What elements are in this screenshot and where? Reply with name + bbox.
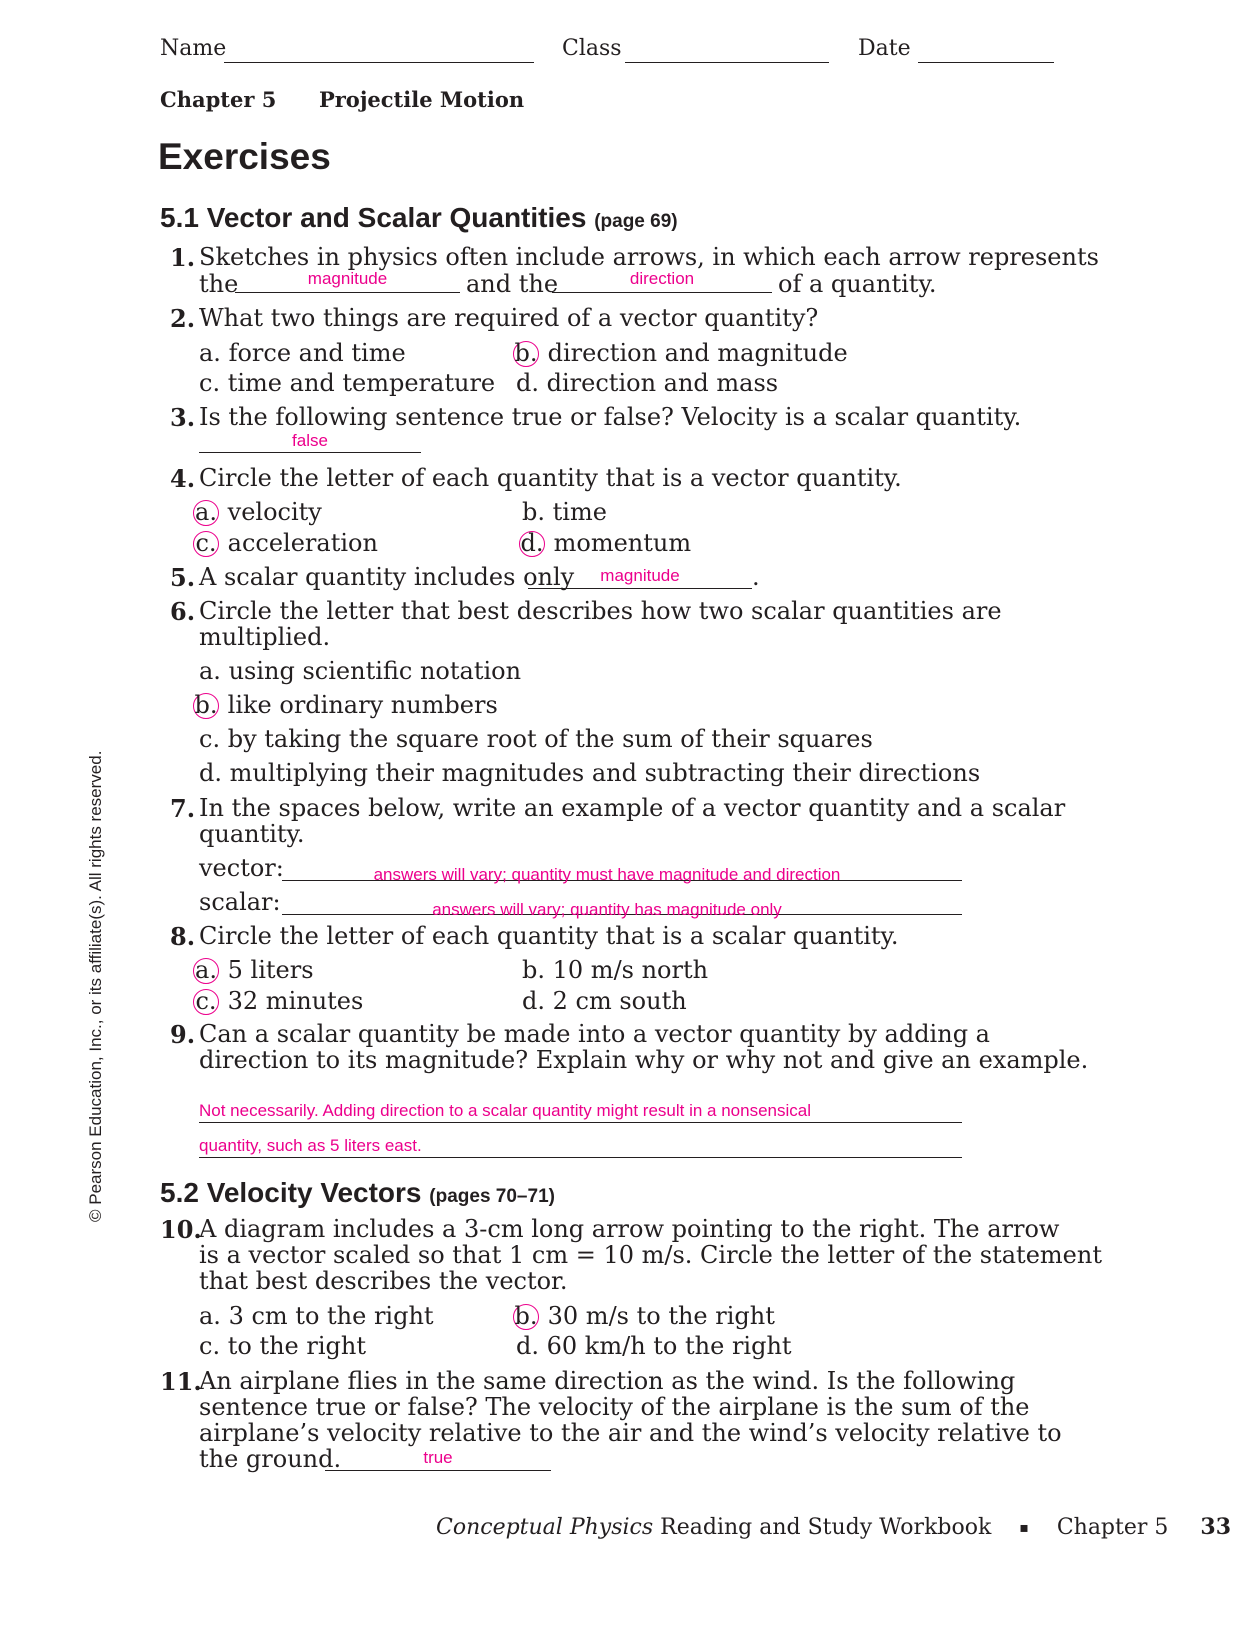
- q8-option-d[interactable]: d. 2 cm south: [522, 987, 687, 1015]
- q1-blank-1[interactable]: [235, 292, 460, 293]
- q9-number: 9.: [170, 1020, 196, 1049]
- answer-circle: d.: [520, 529, 544, 557]
- q6-text-line2: multiplied.: [199, 623, 331, 651]
- q10-option-c[interactable]: c. to the right: [199, 1332, 366, 1360]
- page-number: 33: [1200, 1514, 1232, 1540]
- q10-text-line2: is a vector scaled so that 1 cm = 10 m/s. Circle the letter of the statement: [199, 1241, 1102, 1269]
- q10-number: 10.: [160, 1215, 202, 1244]
- q7-scalar-label: scalar:: [199, 888, 281, 916]
- answer-circle: b.: [194, 691, 218, 719]
- q9-answer-line2: quantity, such as 5 liters east.: [199, 1136, 422, 1155]
- q8-option-b[interactable]: b. 10 m/s north: [522, 956, 709, 984]
- q2-number: 2.: [170, 304, 196, 333]
- q1-text-line1: Sketches in physics often include arrows, in which each arrow represents: [199, 243, 1099, 271]
- q1-blank-2[interactable]: [552, 292, 772, 293]
- q4-option-d[interactable]: d. momentum: [520, 529, 692, 557]
- footer-bullet: ▪: [1019, 1520, 1029, 1536]
- q11-text-line3: airplane’s velocity relative to the air and the wind’s velocity relative to: [199, 1419, 1062, 1447]
- q9-blank-2[interactable]: [199, 1157, 962, 1158]
- q2-option-a[interactable]: a. force and time: [199, 339, 406, 367]
- section-heading-text: 5.1 Vector and Scalar Quantities: [160, 202, 587, 233]
- q7-text-line2: quantity.: [199, 820, 305, 848]
- q4-number: 4.: [170, 464, 196, 493]
- q5-answer: magnitude: [600, 566, 680, 585]
- date-label: Date: [858, 36, 911, 61]
- q1-answer-2: direction: [629, 269, 695, 288]
- q1-pre: the: [199, 270, 239, 298]
- chapter-header: [160, 87, 524, 112]
- q6-option-d[interactable]: d. multiplying their magnitudes and subtracting their directions: [199, 759, 981, 787]
- q8-text: Circle the letter of each quantity that is a scalar quantity.: [199, 922, 899, 950]
- q11-text-line4: the ground.: [199, 1445, 342, 1473]
- chapter-number: Chapter 5: [160, 87, 277, 112]
- q6-text-line1: Circle the letter that best describes how two scalar quantities are: [199, 597, 1002, 625]
- answer-circle: a.: [193, 958, 219, 984]
- q2-option-d[interactable]: d. direction and mass: [516, 369, 779, 397]
- q7-vector-answer: answers will vary; quantity must have magnitude and direction: [373, 865, 841, 884]
- q7-number: 7.: [170, 794, 196, 823]
- q2-option-c[interactable]: c. time and temperature: [199, 369, 496, 397]
- q11-answer: true: [423, 1448, 453, 1467]
- section-page-ref: (page 69): [594, 211, 678, 232]
- q2-text: What two things are required of a vector quantity?: [199, 304, 819, 332]
- footer-book-title: Conceptual Physics: [436, 1515, 654, 1540]
- answer-circle: c.: [193, 531, 219, 557]
- q1-number: 1.: [170, 243, 196, 272]
- q5-text: A scalar quantity includes only: [199, 563, 575, 591]
- section-heading-5-1: [160, 202, 678, 234]
- q3-number: 3.: [170, 403, 196, 432]
- q11-number: 11.: [160, 1367, 202, 1396]
- q9-answer-line1: Not necessarily. Adding direction to a scalar quantity might result in a nonsensical: [199, 1101, 812, 1120]
- q4-option-a[interactable]: a. velocity: [196, 499, 322, 526]
- footer-chapter: Chapter 5: [1056, 1515, 1169, 1540]
- q4-option-b[interactable]: b. time: [522, 498, 607, 526]
- section-page-ref: (pages 70–71): [429, 1186, 555, 1207]
- name-label: Name: [160, 36, 227, 61]
- q1-post: of a quantity.: [778, 270, 937, 298]
- q5-period: .: [752, 563, 760, 591]
- chapter-title: Projectile Motion: [318, 87, 525, 112]
- section-heading-text: 5.2 Velocity Vectors: [160, 1177, 422, 1208]
- q8-option-a[interactable]: a. 5 liters: [196, 957, 314, 984]
- q11-text-line2: sentence true or false? The velocity of the airplane is the sum of the: [199, 1393, 1030, 1421]
- q8-number: 8.: [170, 922, 196, 951]
- q6-number: 6.: [170, 597, 196, 626]
- q7-scalar-answer: answers will vary; quantity has magnitude only: [432, 900, 782, 919]
- section-heading-5-2: [160, 1177, 555, 1209]
- answer-circle: b.: [514, 339, 538, 367]
- answer-circle: a.: [193, 500, 219, 526]
- footer-workbook: Reading and Study Workbook: [660, 1515, 992, 1540]
- q7-vector-label: vector:: [199, 854, 284, 882]
- q4-option-c[interactable]: c. acceleration: [196, 530, 378, 557]
- q9-blank-1[interactable]: [199, 1122, 962, 1123]
- q1-answer-1: magnitude: [307, 269, 388, 288]
- q5-blank[interactable]: [528, 588, 752, 589]
- q2-option-b[interactable]: b. direction and magnitude: [514, 339, 848, 367]
- date-field-line[interactable]: [918, 62, 1054, 63]
- q10-text-line1: A diagram includes a 3-cm long arrow pointing to the right. The arrow: [199, 1215, 1060, 1243]
- page-title: Exercises: [158, 136, 331, 177]
- q3-text: Is the following sentence true or false? Velocity is a scalar quantity.: [199, 403, 1022, 431]
- q3-blank[interactable]: [199, 452, 421, 453]
- page-footer: [436, 1514, 1231, 1540]
- class-label: Class: [562, 36, 622, 61]
- answer-circle: c.: [193, 989, 219, 1015]
- name-field-line[interactable]: [224, 62, 534, 63]
- q11-text-line1: An airplane flies in the same direction as the wind. Is the following: [199, 1367, 1016, 1395]
- q4-text: Circle the letter of each quantity that is a vector quantity.: [199, 464, 902, 492]
- q1-mid: and the: [466, 270, 559, 298]
- q10-text-line3: that best describes the vector.: [199, 1267, 568, 1295]
- q8-option-c[interactable]: c. 32 minutes: [196, 988, 363, 1015]
- answer-circle: b.: [514, 1302, 538, 1330]
- q11-blank[interactable]: [325, 1470, 551, 1471]
- q10-option-a[interactable]: a. 3 cm to the right: [199, 1302, 434, 1330]
- q3-answer: false: [292, 431, 328, 450]
- q9-text-line1: Can a scalar quantity be made into a vector quantity by adding a: [199, 1020, 990, 1048]
- copyright-notice: © Pearson Education, Inc., or its affiliate(s). All rights reserved.: [86, 750, 105, 1222]
- q10-option-b[interactable]: b. 30 m/s to the right: [514, 1302, 775, 1330]
- q10-option-d[interactable]: d. 60 km/h to the right: [516, 1332, 792, 1360]
- q7-text-line1: In the spaces below, write an example of a vector quantity and a scalar: [199, 794, 1066, 822]
- class-field-line[interactable]: [625, 62, 829, 63]
- q6-option-b[interactable]: b. like ordinary numbers: [194, 691, 498, 719]
- q9-text-line2: direction to its magnitude? Explain why or why not and give an example.: [199, 1046, 1089, 1074]
- q6-option-a[interactable]: a. using scientific notation: [199, 657, 522, 685]
- q6-option-c[interactable]: c. by taking the square root of the sum of their squares: [199, 725, 873, 753]
- q5-number: 5.: [170, 563, 196, 592]
